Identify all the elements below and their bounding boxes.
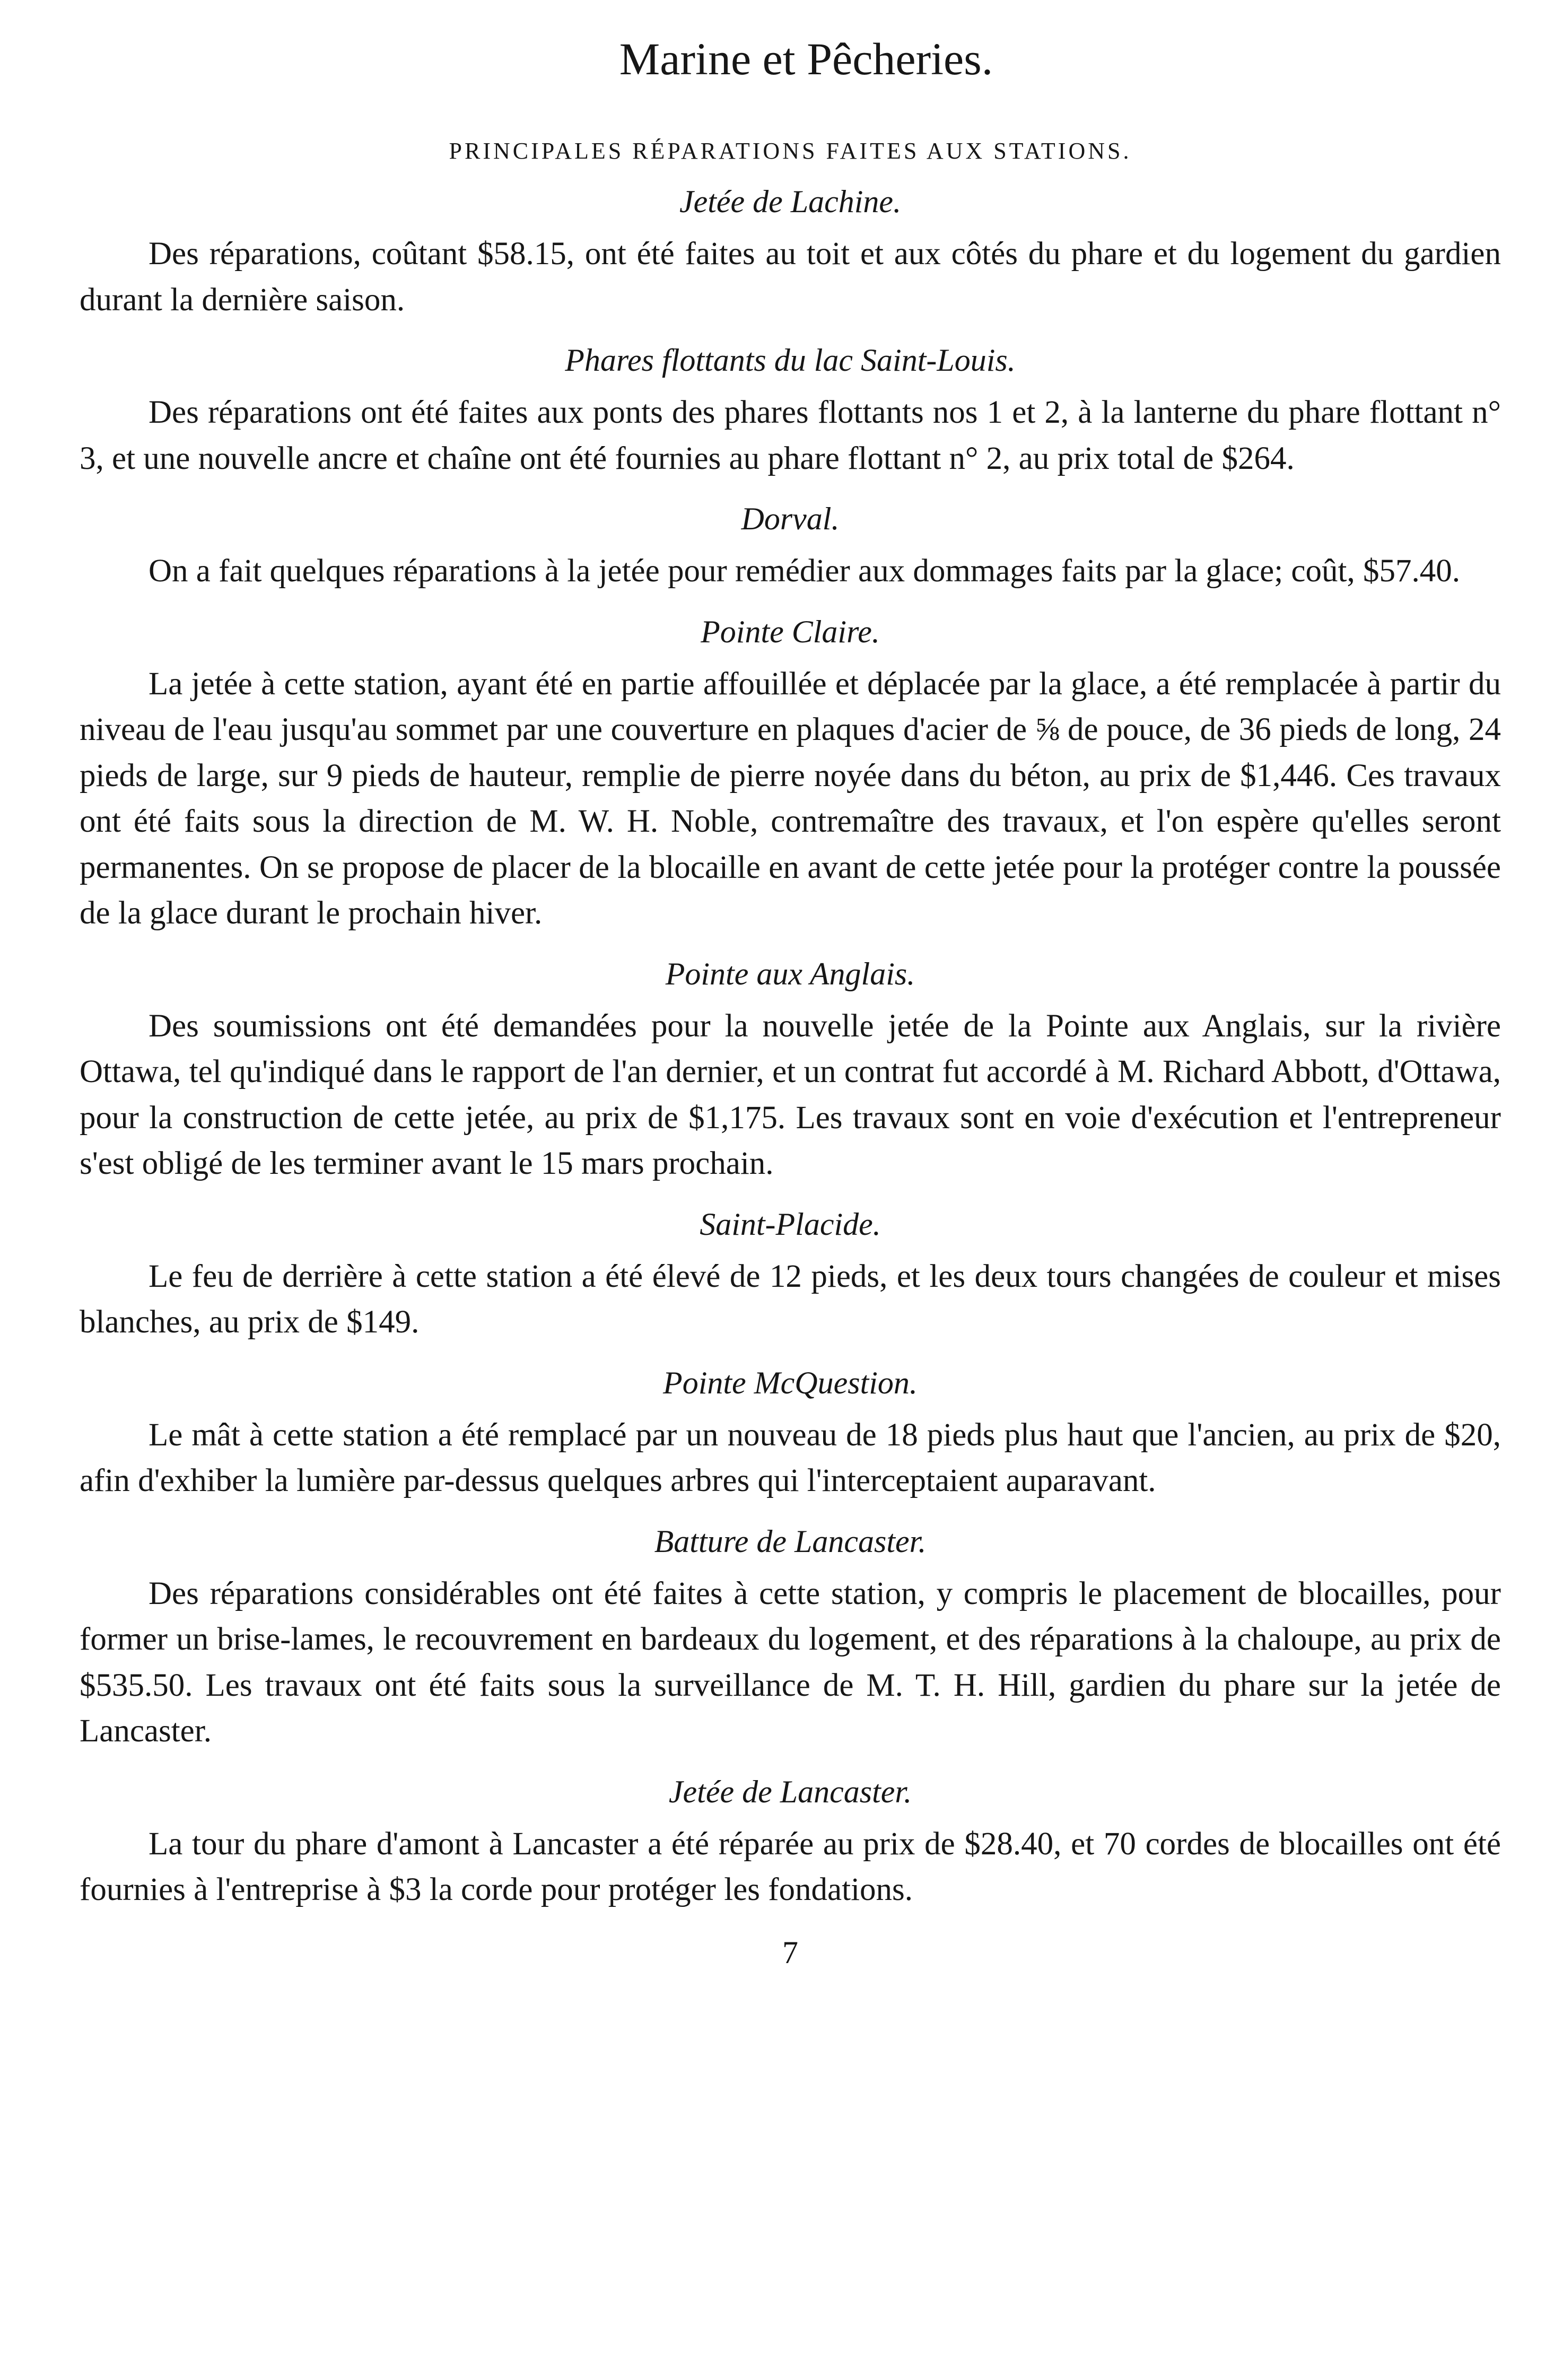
- station-heading: Pointe McQuestion.: [663, 1365, 918, 1400]
- section-pointe-claire: [80, 613, 1501, 937]
- station-heading: Dorval.: [741, 501, 840, 537]
- section-paragraph: Le feu de derrière à cette station a été élevé de 12 pieds, et les deux tours changées de couleur et mises blanches, au prix de $149.: [80, 1258, 1501, 1340]
- section-saint-placide: [80, 1205, 1501, 1346]
- section-paragraph: On a fait quelques réparations à la jetée pour remédier aux dommages faits par la glace; coût, $57.40.: [149, 553, 1460, 589]
- station-heading: Phares flottants du lac Saint-Louis.: [565, 343, 1016, 378]
- section-pointe-aux-anglais: [80, 955, 1501, 1187]
- section-phares-flottants: [80, 341, 1501, 482]
- station-heading: Batture de Lancaster.: [654, 1523, 927, 1559]
- document-page: [80, 32, 1501, 1971]
- section-jetee-lancaster: [80, 1773, 1501, 1913]
- section-paragraph: Le mât à cette station a été remplacé par un nouveau de 18 pieds plus haut que l'ancien, au prix de $20, afin d'exhiber la lumière par-dessus quelques arbres qui l'interceptaient auparavant.: [80, 1417, 1501, 1499]
- section-paragraph: Des soumissions ont été demandées pour la nouvelle jetée de la Pointe aux Anglais, sur la rivière Ottawa, tel qu'indiqué dans le rapport de l'an dernier, et un contrat fut accordé à M. Richard Abbott, d'Ottawa, pour la construction de cette jetée, au prix de $1,175. Les travaux sont en voie d'exécution et l'entrepreneur s'est obligé de les terminer avant le 15 mars prochain.: [80, 1008, 1501, 1182]
- station-heading: Saint-Placide.: [700, 1206, 881, 1242]
- running-title: Marine et Pêcheries.: [619, 33, 993, 84]
- section-paragraph: La tour du phare d'amont à Lancaster a été réparée au prix de $28.40, et 70 cordes de blocailles ont été fournies à l'entreprise à $3 la corde pour protéger les fondations.: [80, 1826, 1501, 1908]
- section-paragraph: Des réparations considérables ont été faites à cette station, y compris le placement de blocailles, pour former un brise-lames, le recouvrement en bardeaux du logement, et des réparations à la chaloupe, au prix de $535.50. Les travaux ont été faits sous la surveillance de M. T. H. Hill, gardien du phare sur la jetée de Lancaster.: [80, 1575, 1501, 1749]
- section-dorval: [80, 500, 1501, 595]
- station-heading: Pointe aux Anglais.: [665, 956, 915, 991]
- section-paragraph: La jetée à cette station, ayant été en partie affouillée et déplacée par la glace, a été remplacée à partir du niveau de l'eau jusqu'au sommet par une couverture en plaques d'acier de ⅝ de pouce, de 36 pieds de long, 24 pieds de large, sur 9 pieds de hauteur, remplie de pierre noyée dans du béton, au prix de $1,446. Ces travaux ont été faits sous la direction de M. W. H. Noble, contremaître des travaux, et l'on espère qu'elles seront permanentes. On se propose de placer de la blocaille en avant de cette jetée pour la protéger contre la poussée de la glace durant le prochain hiver.: [80, 666, 1501, 931]
- station-heading: Pointe Claire.: [701, 614, 880, 649]
- section-paragraph: Des réparations ont été faites aux ponts des phares flottants nos 1 et 2, à la lanterne du phare flottant n° 3, et une nouvelle ancre et chaîne ont été fournies au phare flottant n° 2, au prix total de $264.: [80, 395, 1501, 476]
- page-number: 7: [782, 1934, 798, 1970]
- section-batture-lancaster: [80, 1522, 1501, 1755]
- section-pointe-mcquestion: [80, 1364, 1501, 1504]
- section-title: PRINCIPALES RÉPARATIONS FAITES AUX STATIONS.: [449, 138, 1132, 164]
- station-heading: Jetée de Lachine.: [679, 184, 902, 220]
- section-jetee-lachine: [80, 182, 1501, 323]
- station-heading: Jetée de Lancaster.: [668, 1774, 912, 1809]
- section-paragraph: Des réparations, coûtant $58.15, ont été faites au toit et aux côtés du phare et du logement du gardien durant la dernière saison.: [80, 236, 1501, 318]
